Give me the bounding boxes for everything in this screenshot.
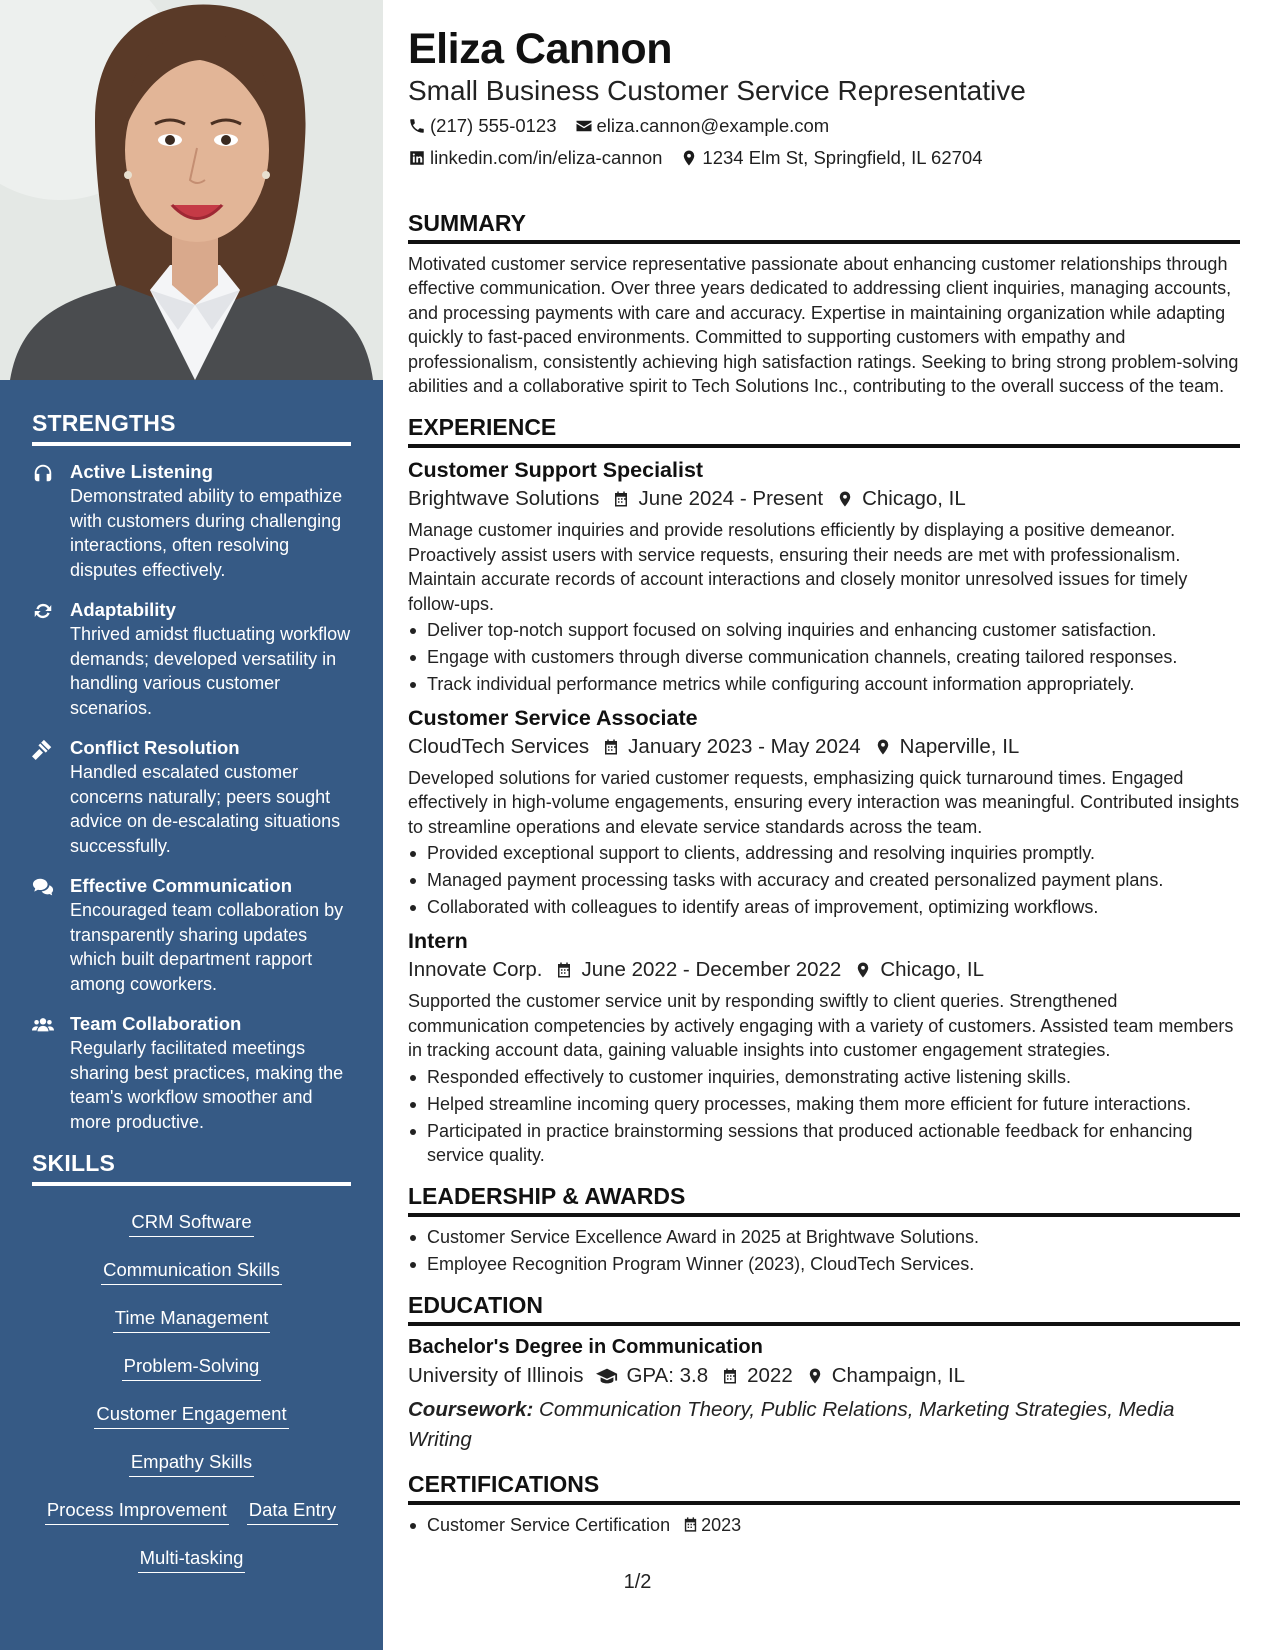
graduation-year: 2022 xyxy=(747,1363,793,1387)
strength-description: Demonstrated ability to empathize with customers during challenging interactions, often resolving disputes effectively. xyxy=(70,486,343,580)
list-item: Deliver top-notch support focused on solving inquiries and enhancing customer satisfaction. xyxy=(408,618,1240,642)
contact-info xyxy=(408,114,1048,178)
strength-description: Thrived amidst fluctuating workflow demands; developed versatility in handling various customer scenarios. xyxy=(70,624,351,718)
job-description: Developed solutions for varied customer requests, emphasizing quick turnaround times. Engaged effectively in high-volume engagements, ensuring every interaction was meaningful. Contributed insights to streamline operations and elevate service standards across the team. xyxy=(408,768,1240,837)
certifications-list xyxy=(408,1513,1240,1537)
certifications-heading: CERTIFICATIONS xyxy=(408,1471,1240,1505)
list-item: Collaborated with colleagues to identify areas of improvement, optimizing workflows. xyxy=(408,895,1240,919)
job-location: Naperville, IL xyxy=(899,735,1020,759)
calendar-icon xyxy=(602,738,620,756)
certification-year: 2023 xyxy=(701,1514,742,1535)
skill-tag: Time Management xyxy=(113,1304,271,1333)
calendar-icon xyxy=(682,1516,699,1533)
job-bullets xyxy=(408,1065,1240,1167)
job-entry xyxy=(408,704,1240,919)
job-bullets xyxy=(408,841,1240,919)
strength-item xyxy=(32,874,351,996)
graduation-cap-icon xyxy=(596,1365,618,1387)
job-description: Manage customer inquiries and provide resolutions efficiently by displaying a positive demeanor. Proactively assist users with service requests, ensuring their needs are met with professionalism. Maintain accurate records of account interactions and closely monitor unresolved issues for timely follow-ups. xyxy=(408,520,1188,614)
job-meta xyxy=(408,484,1240,514)
list-item: Helped streamline incoming query processes, making them more efficient for future interactions. xyxy=(408,1092,1240,1116)
gavel-icon xyxy=(32,738,54,760)
strength-title: Conflict Resolution xyxy=(70,737,240,758)
education-meta xyxy=(408,1361,1240,1391)
phone-text: (217) 555-0123 xyxy=(430,115,557,136)
strength-description: Handled escalated customer concerns naturally; peers sought advice on de-escalating situations successfully. xyxy=(70,762,341,856)
skill-tag: Process Improvement xyxy=(45,1496,229,1525)
linkedin-contact[interactable] xyxy=(408,146,662,170)
skills-list xyxy=(32,1200,351,1584)
job-entry xyxy=(408,927,1240,1166)
job-location: Chicago, IL xyxy=(862,487,966,511)
list-item: Managed payment processing tasks with accuracy and created personalized payment plans. xyxy=(408,868,1240,892)
job-location: Chicago, IL xyxy=(880,958,985,982)
skill-tag: Empathy Skills xyxy=(129,1448,254,1477)
strength-item xyxy=(32,460,351,582)
job-dates: January 2023 - May 2024 xyxy=(628,735,861,759)
awards-list xyxy=(408,1225,1240,1276)
certification-name: Customer Service Certification xyxy=(427,1514,671,1535)
list-item: Customer Service Excellence Award in 2025 at Brightwave Solutions. xyxy=(408,1225,1240,1249)
job-title: Intern xyxy=(408,929,468,954)
skill-tag: CRM Software xyxy=(129,1208,253,1237)
map-marker-icon xyxy=(836,490,854,508)
strength-item xyxy=(32,1012,351,1134)
gpa: GPA: 3.8 xyxy=(626,1363,709,1387)
list-item: Participated in practice brainstorming sessions that produced actionable feedback for enhancing service quality. xyxy=(408,1119,1240,1167)
candidate-title: Small Business Customer Service Representative xyxy=(408,75,1026,106)
job-meta xyxy=(408,955,1240,985)
coursework xyxy=(408,1395,1240,1455)
experience-heading: EXPERIENCE xyxy=(408,414,1240,448)
candidate-name: Eliza Cannon xyxy=(408,25,672,73)
map-marker-icon xyxy=(680,149,698,167)
page-number: 1/2 xyxy=(623,1571,652,1593)
skills-heading: SKILLS xyxy=(32,1150,351,1186)
strength-item xyxy=(32,598,351,720)
users-icon xyxy=(32,1014,54,1036)
refresh-icon xyxy=(32,600,54,622)
skill-tag: Problem-Solving xyxy=(122,1352,262,1381)
coursework-label: Coursework: xyxy=(408,1397,534,1421)
strength-title: Effective Communication xyxy=(70,875,293,896)
job-entry xyxy=(408,456,1240,696)
list-item: Responded effectively to customer inquiries, demonstrating active listening skills. xyxy=(408,1065,1240,1089)
list-item: Employee Recognition Program Winner (2023), CloudTech Services. xyxy=(408,1252,1240,1276)
calendar-icon xyxy=(555,961,573,979)
email-contact[interactable] xyxy=(575,114,830,138)
coursework-text: Communication Theory, Public Relations, Marketing Strategies, Media Writing xyxy=(408,1397,1175,1451)
job-dates: June 2022 - December 2022 xyxy=(581,958,842,982)
headphones-icon xyxy=(32,462,54,484)
calendar-icon xyxy=(721,1367,739,1385)
main-content xyxy=(408,24,1240,1540)
profile-photo xyxy=(0,0,383,380)
education-heading: EDUCATION xyxy=(408,1292,1240,1326)
summary-heading: SUMMARY xyxy=(408,210,1240,244)
job-title: Customer Service Associate xyxy=(408,706,698,731)
map-marker-icon xyxy=(854,961,872,979)
phone-contact[interactable] xyxy=(408,114,557,138)
map-marker-icon xyxy=(806,1367,824,1385)
strength-description: Regularly facilitated meetings sharing best practices, making the team's workflow smoother and more productive. xyxy=(70,1038,344,1132)
comments-icon xyxy=(32,876,54,898)
job-description: Supported the customer service unit by responding swiftly to client queries. Strengthened communication competencies by actively engaging with a variety of customers. Assisted team members in tracking account data, gaining valuable insights into customer engagement strategies. xyxy=(408,991,1234,1061)
skill-tag: Data Entry xyxy=(247,1496,338,1525)
job-company: Innovate Corp. xyxy=(408,958,543,982)
job-meta xyxy=(408,732,1240,762)
strength-item xyxy=(32,736,351,858)
list-item: Engage with customers through diverse communication channels, creating tailored responses. xyxy=(408,645,1240,669)
envelope-icon xyxy=(575,117,593,135)
phone-icon xyxy=(408,117,426,135)
school-name: University of Illinois xyxy=(408,1363,584,1387)
skill-tag: Communication Skills xyxy=(101,1256,282,1285)
list-item: Provided exceptional support to clients, addressing and resolving inquiries promptly. xyxy=(408,841,1240,865)
skill-tag: Multi-tasking xyxy=(138,1544,246,1573)
strength-title: Adaptability xyxy=(70,599,176,620)
skill-tag: Customer Engagement xyxy=(94,1400,288,1429)
sidebar xyxy=(0,0,383,1650)
degree-title: Bachelor's Degree in Communication xyxy=(408,1335,763,1358)
map-marker-icon xyxy=(874,738,892,756)
job-title: Customer Support Specialist xyxy=(408,458,704,483)
strength-title: Team Collaboration xyxy=(70,1013,242,1034)
job-dates: June 2024 - Present xyxy=(638,487,824,511)
summary-text: Motivated customer service representative passionate about enhancing customer relationships through effective communication. Over three years dedicated to addressing client inquiries, managing accounts, and processing payments with care and accuracy. Expertise in maintaining organization while adapting quickly to fast-paced environments. Committed to supporting customers with empathy and professionalism, consistently achieving high satisfaction ratings. Seeking to bring strong problem-solving abilities and a collaborative spirit to Tech Solutions Inc., contributing to the overall success of the team. xyxy=(408,254,1239,397)
job-bullets xyxy=(408,618,1240,696)
email-text: eliza.cannon@example.com xyxy=(596,115,830,136)
strength-title: Active Listening xyxy=(70,461,213,482)
awards-heading: LEADERSHIP & AWARDS xyxy=(408,1183,1240,1217)
calendar-icon xyxy=(612,490,630,508)
job-company: CloudTech Services xyxy=(408,735,590,759)
strength-description: Encouraged team collaboration by transparently sharing updates which built department rapport among coworkers. xyxy=(70,900,344,994)
job-company: Brightwave Solutions xyxy=(408,487,600,511)
address-text: 1234 Elm St, Springfield, IL 62704 xyxy=(702,147,983,168)
linkedin-icon xyxy=(408,149,426,167)
list-item xyxy=(408,1513,1240,1537)
school-location: Champaign, IL xyxy=(831,1363,966,1387)
linkedin-text: linkedin.com/in/eliza-cannon xyxy=(430,147,663,168)
address-contact xyxy=(680,146,982,170)
strengths-heading: STRENGTHS xyxy=(32,410,351,446)
list-item: Track individual performance metrics while configuring account information appropriately. xyxy=(408,672,1240,696)
